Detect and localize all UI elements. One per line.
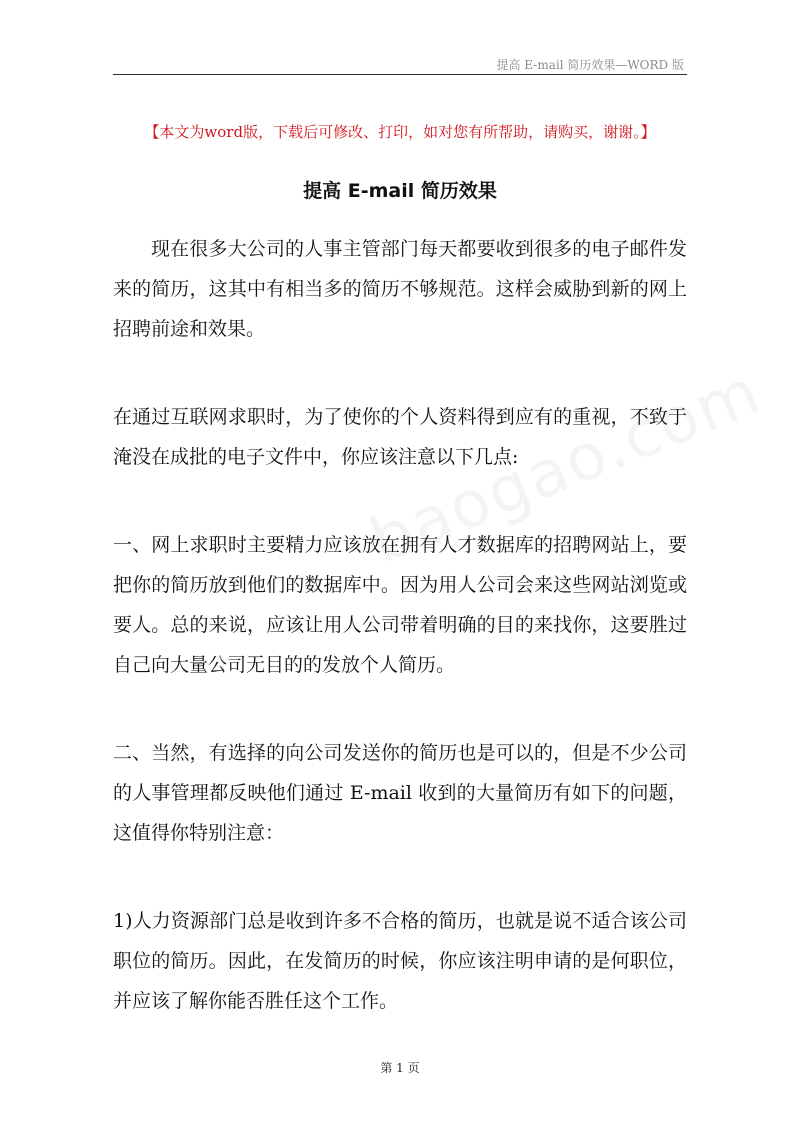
running-header: 提高 E-mail 简历效果—WORD 版 bbox=[496, 58, 684, 72]
purchase-notice: 【本文为word版，下载后可修改、打印，如对您有所帮助，请购买，谢谢。】 bbox=[144, 123, 656, 141]
header-divider bbox=[113, 74, 687, 75]
paragraph-item-one: 1)人力资源部门总是收到许多不合格的简历，也就是说不适合该公司职位的简历。因此，在发简历的时候，你应该注明申请的是何职位，并应该了解你能否胜任这个工作。 bbox=[113, 910, 687, 1012]
paragraph-points-lead: 在通过互联网求职时，为了使你的个人资料得到应有的重视，不致于淹没在成批的电子文件中，你应该注意以下几点: bbox=[113, 406, 687, 468]
page-number: 第 1 页 bbox=[380, 1061, 420, 1075]
document-title: 提高 E-mail 简历效果 bbox=[303, 180, 497, 202]
paragraph-intro: 现在很多大公司的人事主管部门每天都要收到很多的电子邮件发来的简历，这其中有相当多的简历不够规范。这样会威胁到新的网上招聘前途和效果。 bbox=[113, 238, 687, 340]
paragraph-point-two: 二、当然，有选择的向公司发送你的简历也是可以的，但是不少公司的人事管理都反映他们通过 E-mail 收到的大量简历有如下的问题，这值得你特别注意： bbox=[113, 742, 687, 844]
paragraph-point-one: 一、网上求职时主要精力应该放在拥有人才数据库的招聘网站上，要把你的简历放到他们的数据库中。因为用人公司会来这些网站浏览或要人。总的来说，应该让用人公司带着明确的目的来找你，这要胜过自己向大量公司无目的的发放个人简历。 bbox=[113, 534, 687, 676]
